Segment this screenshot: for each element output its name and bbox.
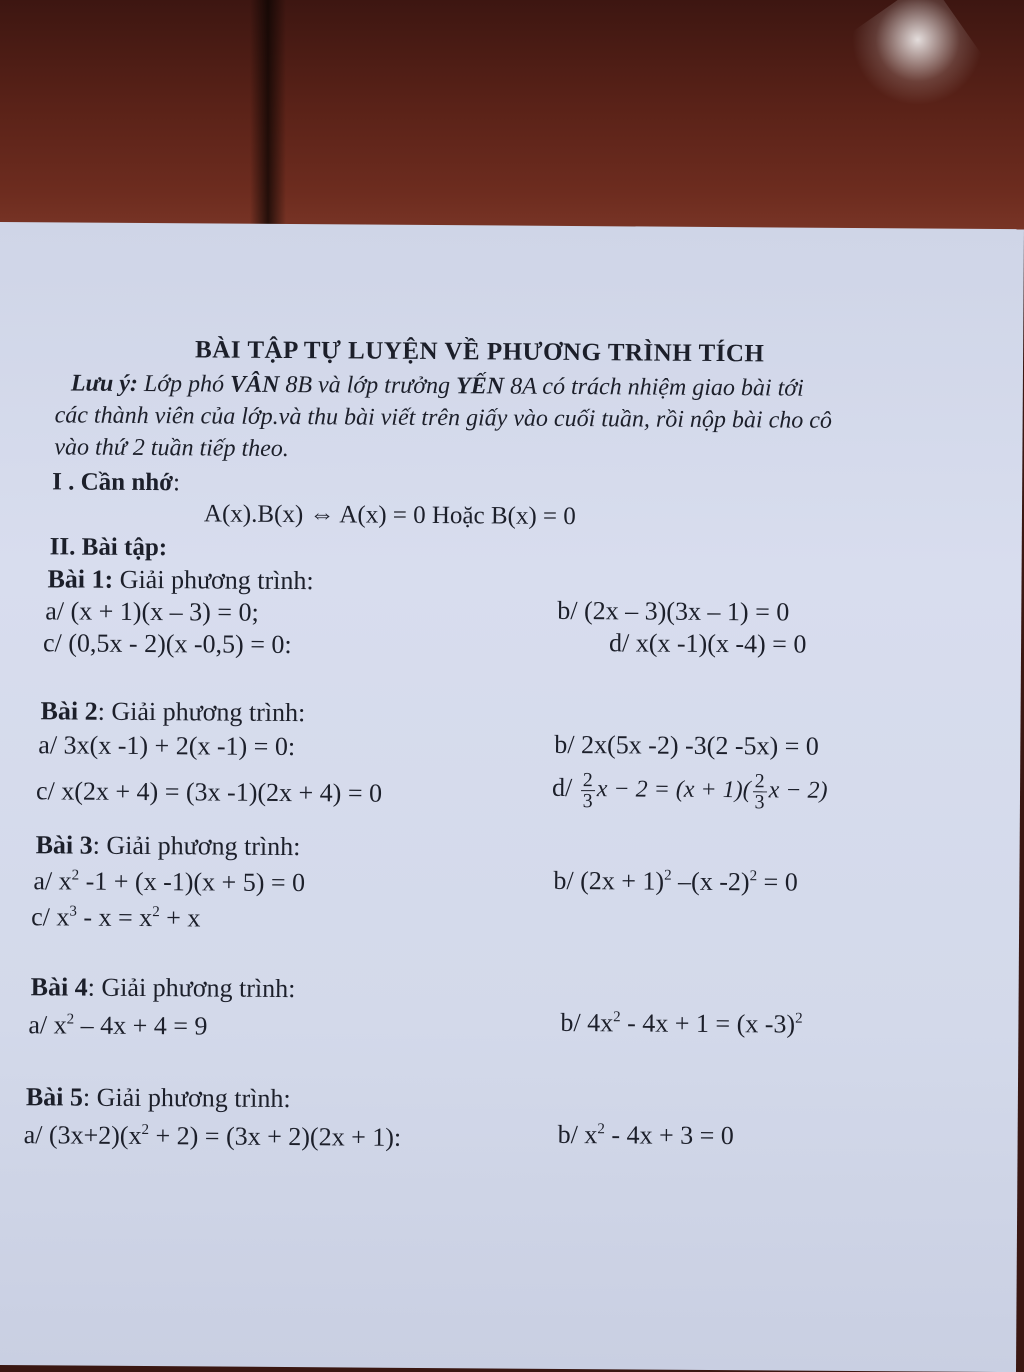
bai-2-d: d/ $\frac{2}{3}$ x − 2 = (x + 1)( $\frac{2}{3}$ x − 2) [551,768,828,813]
bai-1-b: b/ (2x – 3)(3x – 1) = 0 [557,595,790,627]
bai-2-a: a/ 3x(x -1) + 2(x -1) = 0: [38,730,296,762]
key-formula: A(x).B(x) ⇔ A(x) = 0 Hoặc B(x) = 0 [203,500,576,531]
bai-1-d: d/ x(x -1)(x -4) = 0 [608,628,807,659]
worksheet-title: BÀI TẬP TỰ LUYỆN VỀ PHƯƠNG TRÌNH TÍCH [195,336,765,368]
note-line-1: Lưu ý: Lớp phó VÂN 8B và lớp trưởng YẾN 8A có trách nhiệm giao bài tới [70,370,804,402]
bai-3-c: c/ $x^3 - x = x^2 + x$ [31,902,201,933]
bai-5-a: a/ $(3x+2)(x^2 + 2) = (3x + 2)(2x + 1)$: [23,1120,402,1152]
section-1-heading: I . Cần nhớ: [52,468,181,497]
fraction-two-thirds: $\frac{2}{3}$ [582,768,593,812]
bai-3-b: b/ $(2x + 1)^2$ –(x -2)$^2$ = 0 [553,865,798,897]
bai-1-c: c/ (0,5x - 2)(x -0,5) = 0: [42,628,292,660]
note-line-3: vào thứ 2 tuần tiếp theo. [54,434,289,463]
note-line-2: các thành viên của lớp.và thu bài viết trên giấy vào cuối tuần, rồi nộp bài cho cô [54,402,833,434]
bai-1-a: a/ (x + 1)(x – 3) = 0; [45,596,259,627]
note-label: Lưu ý: [70,370,138,397]
bai-4-heading: Bài 4: Giải phương trình: [30,972,296,1004]
table-seam [250,0,286,235]
bai-4-b: b/ $4x^2 - 4x + 1 = (x$ -3)$^2$ [560,1007,803,1039]
name-van: VÂN [229,371,280,398]
bai-5-heading: Bài 5: Giải phương trình: [25,1082,291,1114]
section-2-heading: II. Bài tập: [49,533,168,562]
bai-2-c: c/ x(2x + 4) = (3x -1)(2x + 4) = 0 [35,776,383,808]
bai-4-a: a/ $x^2 - 4x + 4 = 9$ [28,1010,208,1041]
bai-3-a: a/ $x^2$ -1 + (x -1)(x + 5) = 0 [33,866,306,898]
bai-1-heading: Bài 1: Giải phương trình: [47,564,314,596]
name-yen: YẾN [456,373,505,400]
bai-5-b: b/ $x^2 - 4x + 3 = 0$ [557,1119,734,1151]
bai-3-heading: Bài 3: Giải phương trình: [35,830,301,862]
worksheet-paper [0,222,1024,1372]
bai-2-heading: Bài 2: Giải phương trình: [40,696,306,728]
fraction-two-thirds-2: $\frac{2}{3}$ [754,769,765,813]
bai-2-b: b/ 2x(5x -2) -3(2 -5x) = 0 [554,729,819,761]
